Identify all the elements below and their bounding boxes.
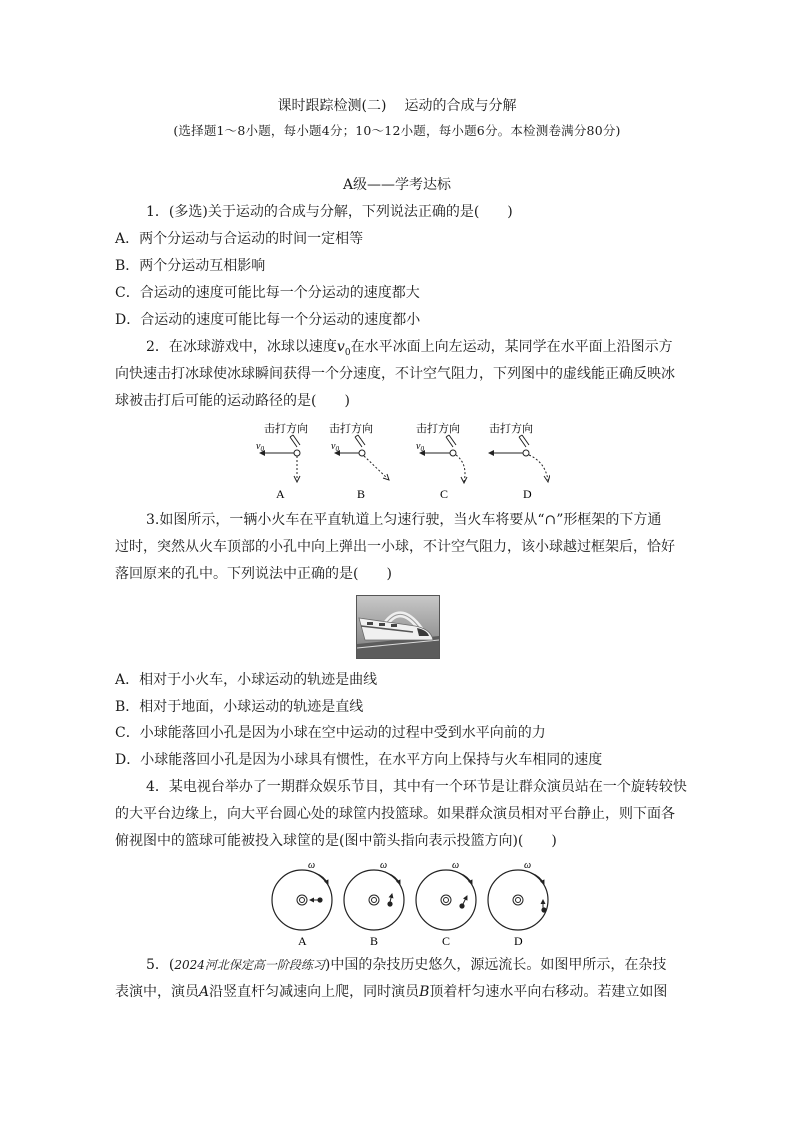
q3-option-a: A．相对于小火车，小球运动的轨迹是曲线	[115, 672, 378, 688]
platform-circle	[272, 870, 332, 930]
q3-line1: 3.如图所示，一辆小火车在平直轨道上匀速行驶，当火车将要从“∩”形框架的下方通	[146, 512, 662, 528]
q4-line2: 的大平台边缘上，向大平台圆心处的球筐内投篮球。如果群众演员相对平台静止，则下面各	[115, 806, 675, 822]
q5-line2-post: 顶着杆匀速水平向右移动。若建立如图	[429, 984, 668, 1000]
option-label: C	[442, 934, 451, 948]
omega-label: ω	[524, 860, 532, 871]
q4-figure	[268, 856, 558, 948]
q5-line1-pre: 5．(	[146, 957, 175, 973]
actor-a: A	[199, 984, 210, 1000]
q2-option-c-diagram	[416, 421, 467, 501]
q3-line3: 落回原来的孔中。下列说法中正确的是( )	[115, 566, 392, 582]
puck-icon	[294, 450, 300, 456]
option-label: D	[514, 934, 523, 948]
hit-arrow-icon	[290, 435, 300, 447]
q4-option-d-diagram	[488, 860, 548, 948]
v0-label: $v_0$	[331, 441, 339, 453]
q5-line2-mid: 沿竖直杆匀减速向上爬，同时演员	[209, 984, 420, 1000]
page-title	[0, 95, 794, 115]
dashed-path	[364, 456, 387, 478]
option-label: B	[370, 934, 379, 948]
platform-circle	[344, 870, 404, 930]
title-part1: 课时跟踪检测(二)	[277, 98, 387, 114]
option-label: C	[440, 487, 449, 501]
q3-option-c: C．小球能落回小孔是因为小球在空中运动的过程中受到水平向前的力	[115, 725, 546, 741]
dashed-path	[529, 455, 548, 480]
ball-icon	[541, 907, 546, 912]
platform-circle	[416, 870, 476, 930]
q5-source: 2024河北保定高一阶段练习	[174, 958, 325, 972]
q2-option-d-diagram	[489, 421, 550, 501]
q1-stem: 1．(多选)关于运动的合成与分解，下列说法正确的是( )	[146, 204, 513, 220]
q4-line1: 4．某电视台举办了一期群众娱乐节目，其中有一个环节是让群众演员站在一个旋转较快	[146, 779, 687, 795]
title-part2: 运动的合成与分解	[404, 98, 517, 114]
q5-line1-post: )中国的杂技历史悠久，源远流长。如图甲所示，在杂技	[324, 957, 667, 973]
q2-line1	[146, 337, 673, 363]
option-label: D	[523, 487, 532, 501]
q4-line3: 俯视图中的篮球可能被投入球筐的是(图中箭头指向表示投篮方向)( )	[115, 833, 557, 849]
q1-option-a: A．两个分运动与合运动的时间一定相等	[115, 231, 364, 247]
q1-option-c: C．合运动的速度可能比每一个分运动的速度都大	[115, 285, 420, 301]
ball-icon	[459, 903, 464, 908]
option-label: B	[357, 487, 366, 501]
hit-direction-label: 击打方向	[329, 422, 373, 435]
q3-line2: 过时，突然从火车顶部的小孔中向上弹出一小球，不计空气阻力，该小球越过框架后，恰好	[115, 539, 675, 555]
platform-circle	[488, 870, 548, 930]
q2-option-a-diagram	[256, 421, 308, 501]
q3-option-b: B．相对于地面，小球运动的轨迹是直线	[115, 699, 364, 715]
basket-icon	[441, 895, 451, 905]
section-heading: A级——学考达标	[342, 177, 452, 193]
q2-option-b-diagram	[329, 421, 389, 501]
v0-label: $v_0$	[416, 441, 424, 453]
hit-direction-label: 击打方向	[489, 422, 533, 435]
hit-arrow-icon	[355, 435, 365, 447]
train-arch-photo	[356, 595, 440, 659]
omega-label: ω	[452, 860, 460, 871]
q4-option-a-diagram	[272, 860, 332, 948]
hit-direction-label: 击打方向	[264, 422, 308, 435]
q4-option-b-diagram	[344, 860, 404, 948]
hit-direction-label: 击打方向	[416, 422, 460, 435]
dashed-path	[456, 455, 465, 482]
puck-icon	[450, 450, 456, 456]
basket-icon	[513, 895, 523, 905]
hit-arrow-icon	[446, 435, 456, 447]
option-label: A	[298, 934, 307, 948]
omega-label: ω	[308, 860, 316, 871]
q2-v0-sub: 0	[344, 347, 351, 358]
v0-label: $v_0$	[256, 441, 264, 453]
basket-icon	[297, 895, 307, 905]
q4-option-c-diagram	[416, 860, 476, 948]
basket-icon	[369, 895, 379, 905]
q1-option-d: D．合运动的速度可能比每一个分运动的速度都小	[115, 312, 421, 328]
hit-arrow-icon	[519, 435, 529, 447]
q2-line3: 球被击打后可能的运动路径的是( )	[115, 393, 350, 409]
puck-icon	[359, 450, 365, 456]
q2-v0: v	[336, 339, 345, 355]
option-label: A	[276, 487, 285, 501]
q1-option-b: B．两个分运动互相影响	[115, 258, 266, 274]
q5-line2	[115, 982, 667, 1002]
omega-label: ω	[380, 860, 388, 871]
ball-icon	[387, 901, 392, 906]
puck-icon	[523, 450, 529, 456]
q2-line1-pre: 2．在冰球游戏中，冰球以速度	[146, 339, 337, 355]
page-subtitle: (选择题1～8小题，每小题4分；10～12小题，每小题6分。本检测卷满分80分)	[173, 123, 621, 138]
q2-line2: 向快速击打冰球使冰球瞬间获得一个分速度，不计空气阻力，下列图中的虚线能正确反映冰	[115, 366, 675, 382]
ball-icon	[317, 897, 322, 902]
q5-line2-pre: 表演中，演员	[115, 984, 199, 1000]
q5-line1	[146, 955, 666, 975]
q2-line1-post: 在水平冰面上向左运动，某同学在水平面上沿图示方	[350, 339, 673, 355]
q3-option-d: D．小球能落回小孔是因为小球具有惯性，在水平方向上保持与火车相同的速度	[115, 752, 603, 768]
actor-b: B	[419, 984, 430, 1000]
q2-figure	[250, 418, 550, 506]
